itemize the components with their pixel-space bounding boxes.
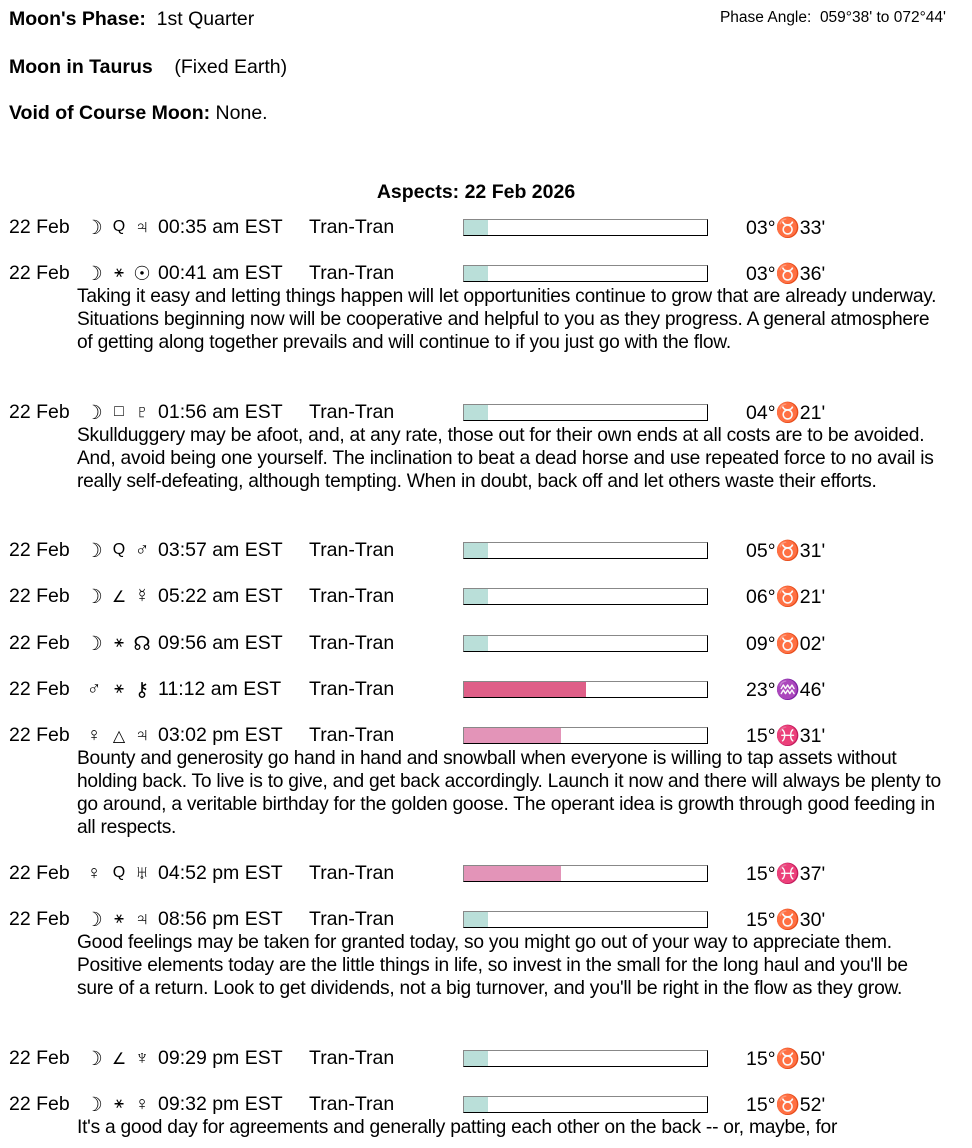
aspect-row	[9, 1047, 959, 1071]
aspect-degree: 15°♉52'	[746, 1094, 826, 1116]
aspect-strength-bar	[463, 911, 708, 928]
aspect-glyph-icon: ⚹	[114, 680, 124, 697]
aspect-degree: 06°♉21'	[746, 586, 826, 608]
aspect-description: Taking it easy and letting things happen will let opportunities continue to grow that are already underway. Situations beginning now will be cooperative and helpful to you as they progress. A general atmosphere of getting along together prevails and will continue to if you just go with the flow.	[77, 286, 937, 353]
aspect-type: Tran-Tran	[309, 678, 395, 700]
aspect-description: It's a good day for agreements and generally patting each other on the back -- or, maybe, for	[77, 1117, 838, 1138]
planet2-glyph-icon: ⚷	[134, 679, 150, 701]
aspect-date: 22 Feb	[9, 216, 70, 238]
aspect-strength-bar	[463, 265, 708, 282]
planet2-glyph-icon: ☊	[133, 633, 151, 655]
aspect-row	[9, 585, 959, 609]
planet2-glyph-icon: ♀	[134, 1093, 150, 1115]
planet1-glyph-icon: ♀	[86, 724, 102, 746]
planet2-glyph-icon: ♃	[134, 216, 150, 238]
aspect-glyph-icon: ⚹	[114, 634, 124, 651]
aspect-date: 22 Feb	[9, 401, 70, 423]
planet1-glyph-icon: ☽	[85, 217, 103, 239]
aspect-time: 03:57 am EST	[158, 539, 283, 561]
aspect-strength-fill	[464, 912, 488, 927]
planet2-glyph-icon: ♆	[134, 1047, 150, 1069]
aspect-strength-fill	[464, 636, 488, 651]
aspect-time: 09:56 am EST	[158, 632, 283, 654]
aspect-strength-fill	[464, 543, 488, 558]
aspect-glyph-icon: Q	[112, 864, 126, 881]
aspect-strength-bar	[463, 404, 708, 421]
aspect-row	[9, 1093, 959, 1117]
aspect-strength-bar	[463, 727, 708, 744]
aspect-strength-bar	[463, 1050, 708, 1067]
planet2-glyph-icon: ☉	[133, 263, 151, 285]
aspect-glyph-icon: ∠	[111, 1051, 127, 1068]
planet1-glyph-icon: ☽	[85, 586, 103, 608]
aspect-glyph-icon: Q	[112, 218, 126, 235]
aspect-time: 03:02 pm EST	[158, 724, 283, 746]
aspect-strength-fill	[464, 220, 488, 235]
aspect-strength-bar	[463, 1096, 708, 1113]
aspect-time: 08:56 pm EST	[158, 908, 283, 930]
void-of-course-value: None.	[215, 102, 268, 124]
aspect-date: 22 Feb	[9, 585, 70, 607]
aspect-degree: 15°♓31'	[746, 725, 826, 747]
planet1-glyph-icon: ♀	[86, 862, 102, 884]
void-of-course	[9, 102, 268, 125]
aspect-type: Tran-Tran	[309, 216, 395, 238]
aspect-type: Tran-Tran	[309, 1047, 395, 1069]
aspect-time: 01:56 am EST	[158, 401, 283, 423]
aspect-degree: 09°♉02'	[746, 633, 826, 655]
planet2-glyph-icon: ♅	[134, 862, 150, 884]
aspect-strength-fill	[464, 266, 488, 281]
aspect-type: Tran-Tran	[309, 908, 395, 930]
aspect-date: 22 Feb	[9, 1047, 70, 1069]
aspect-strength-bar	[463, 681, 708, 698]
aspect-strength-fill	[464, 1051, 488, 1066]
aspect-strength-bar	[463, 542, 708, 559]
aspect-time: 09:32 pm EST	[158, 1093, 283, 1115]
aspect-date: 22 Feb	[9, 1093, 70, 1115]
aspect-date: 22 Feb	[9, 632, 70, 654]
aspect-glyph-icon: Q	[112, 541, 126, 558]
aspect-row	[9, 862, 959, 886]
aspect-type: Tran-Tran	[309, 862, 395, 884]
aspect-type: Tran-Tran	[309, 539, 395, 561]
aspect-glyph-icon: □	[114, 403, 124, 420]
aspect-type: Tran-Tran	[309, 585, 395, 607]
aspect-degree: 23°♒46'	[746, 679, 826, 701]
moon-sign-element: (Fixed Earth)	[174, 56, 288, 78]
phase-angle-label: Phase Angle:	[719, 9, 812, 26]
aspect-strength-fill	[464, 589, 488, 604]
aspect-degree: 05°♉31'	[746, 540, 826, 562]
aspect-time: 00:41 am EST	[158, 262, 283, 284]
planet2-glyph-icon: ♇	[134, 401, 150, 423]
aspect-time: 09:29 pm EST	[158, 1047, 283, 1069]
aspect-glyph-icon: ⚹	[114, 1095, 124, 1112]
planet1-glyph-icon: ☽	[85, 909, 103, 931]
planet1-glyph-icon: ☽	[85, 1048, 103, 1070]
phase-angle	[720, 9, 946, 27]
aspect-strength-fill	[464, 405, 488, 420]
aspect-time: 04:52 pm EST	[158, 862, 283, 884]
aspect-date: 22 Feb	[9, 724, 70, 746]
aspect-time: 11:12 am EST	[158, 678, 282, 700]
aspect-strength-fill	[464, 682, 586, 697]
aspect-degree: 15°♉30'	[746, 909, 826, 931]
aspect-glyph-icon: ⚹	[114, 264, 124, 281]
aspect-row	[9, 401, 959, 425]
aspect-strength-fill	[464, 1097, 488, 1112]
aspect-type: Tran-Tran	[309, 632, 395, 654]
moon-phase-label: Moon's Phase:	[9, 8, 146, 30]
aspect-date: 22 Feb	[9, 678, 70, 700]
aspect-description: Bounty and generosity go hand in hand and snowball when everyone is willing to tap assets without holding back. To live is to give, and get back accordingly. Launch it now and there will always be plenty to go around, a veritable birthday for the golden goose. The operant idea is growth through good feeding in all respects.	[77, 748, 941, 838]
aspect-row	[9, 908, 959, 932]
planet1-glyph-icon: ♂	[86, 678, 102, 700]
aspect-degree: 03°♉33'	[746, 217, 826, 239]
moon-sign-label: Moon in Taurus	[9, 56, 153, 78]
planet2-glyph-icon: ♂	[134, 539, 150, 561]
aspect-strength-bar	[463, 588, 708, 605]
planet1-glyph-icon: ☽	[85, 540, 103, 562]
aspect-strength-fill	[464, 728, 561, 743]
void-of-course-label: Void of Course Moon:	[9, 102, 211, 124]
aspect-row	[9, 724, 959, 748]
aspect-row	[9, 216, 959, 240]
aspect-time: 05:22 am EST	[158, 585, 283, 607]
planet2-glyph-icon: ♃	[134, 908, 150, 930]
moon-phase-value: 1st Quarter	[156, 8, 255, 30]
planet1-glyph-icon: ☽	[85, 1094, 103, 1116]
aspect-glyph-icon: △	[112, 728, 126, 745]
phase-angle-value: 059°38' to 072°44'	[819, 9, 946, 26]
aspect-degree: 03°♉36'	[746, 263, 826, 285]
aspect-degree: 15°♉50'	[746, 1048, 826, 1070]
aspect-glyph-icon: ∠	[111, 589, 127, 606]
aspect-strength-bar	[463, 219, 708, 236]
moon-sign	[9, 56, 287, 79]
aspects-title: Aspects: 22 Feb 2026	[376, 181, 576, 203]
aspect-date: 22 Feb	[9, 262, 70, 284]
planet1-glyph-icon: ☽	[85, 402, 103, 424]
aspect-description: Skullduggery may be afoot, and, at any rate, those out for their own ends at all costs are to be avoided. And, avoid being one yourself. The inclination to beat a dead horse and use repeated force to no avail is really self-defeating, although tempting. When in doubt, back off and let others waste their efforts.	[77, 425, 934, 492]
planet1-glyph-icon: ☽	[85, 263, 103, 285]
aspect-row	[9, 678, 959, 702]
aspect-strength-bar	[463, 635, 708, 652]
aspect-date: 22 Feb	[9, 862, 70, 884]
planet2-glyph-icon: ♃	[134, 724, 150, 746]
aspect-date: 22 Feb	[9, 908, 70, 930]
aspect-type: Tran-Tran	[309, 1093, 395, 1115]
aspect-time: 00:35 am EST	[158, 216, 283, 238]
aspect-date: 22 Feb	[9, 539, 70, 561]
aspect-degree: 15°♓37'	[746, 863, 826, 885]
aspect-type: Tran-Tran	[309, 262, 395, 284]
aspect-degree: 04°♉21'	[746, 402, 826, 424]
aspect-row	[9, 262, 959, 286]
aspect-glyph-icon: ⚹	[114, 910, 124, 927]
aspect-description: Good feelings may be taken for granted today, so you might go out of your way to appreciate them. Positive elements today are the little things in life, so invest in the small for the long haul and you'll be sure of a return. Look to get dividends, not a big turnover, and you'll be right in the flow as they grow.	[77, 932, 908, 999]
moon-phase	[9, 8, 254, 31]
aspect-type: Tran-Tran	[309, 724, 395, 746]
aspect-strength-fill	[464, 866, 561, 881]
aspect-type: Tran-Tran	[309, 401, 395, 423]
aspect-strength-bar	[463, 865, 708, 882]
planet1-glyph-icon: ☽	[85, 633, 103, 655]
planet2-glyph-icon: ☿	[134, 585, 150, 607]
aspect-row	[9, 632, 959, 656]
aspect-row	[9, 539, 959, 563]
